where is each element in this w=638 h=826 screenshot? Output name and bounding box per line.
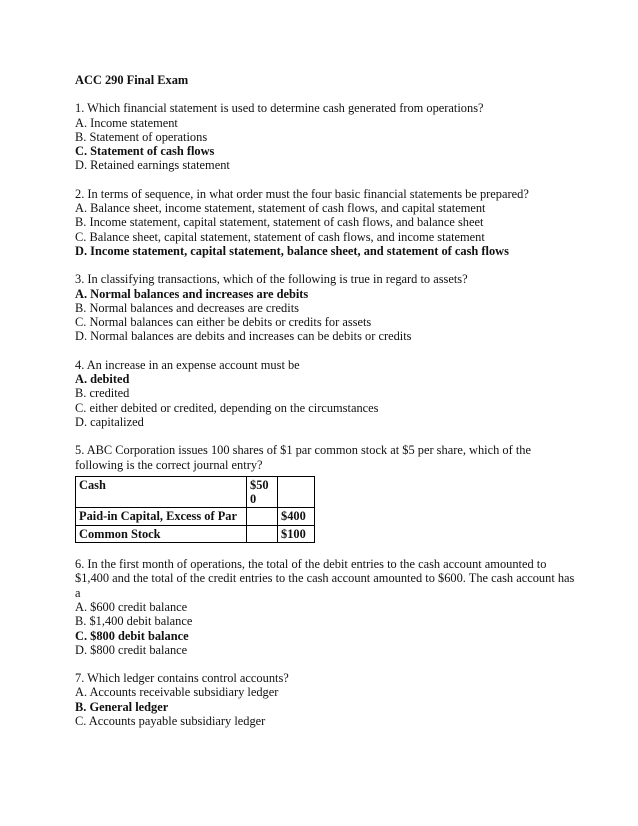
question-6: [75, 557, 575, 657]
debit-cell: [247, 525, 278, 542]
credit-cell: $400: [278, 508, 315, 525]
question-text: 4. An increase in an expense account must be: [75, 357, 300, 372]
credit-cell: [278, 476, 315, 508]
option-c: C. Accounts payable subsidiary ledger: [75, 713, 266, 728]
journal-entry-table: [75, 476, 315, 543]
option-a: A. Accounts receivable subsidiary ledger: [75, 685, 279, 700]
option-c: C. Balance sheet, capital statement, statement of cash flows, and income statement: [75, 229, 485, 244]
account-cell: Common Stock: [76, 525, 247, 542]
option-a-correct: A. debited: [75, 372, 130, 387]
table-row: [76, 476, 315, 508]
question-3: [75, 272, 575, 343]
question-4: [75, 358, 575, 429]
option-b: B. Income statement, capital statement, statement of cash flows, and balance sheet: [75, 215, 484, 230]
debit-cell: $50 0: [247, 476, 278, 508]
question-1: [75, 101, 575, 172]
option-c-correct: C. Statement of cash flows: [75, 144, 215, 159]
question-5: [75, 443, 575, 543]
option-d: D. Normal balances are debits and increases can be debits or credits: [75, 329, 412, 344]
document-title: ACC 290 Final Exam: [75, 73, 189, 87]
option-b: B. Normal balances and decreases are credits: [75, 300, 299, 315]
question-text: 1. Which financial statement is used to determine cash generated from operations?: [75, 101, 484, 116]
option-c-correct: C. $800 debit balance: [75, 628, 189, 643]
question-text: 2. In terms of sequence, in what order must the four basic financial statements be prepared?: [75, 186, 529, 201]
table-row: [76, 508, 315, 525]
option-a: A. Income statement: [75, 115, 178, 130]
option-d: D. $800 credit balance: [75, 642, 188, 657]
option-b: B. credited: [75, 386, 130, 401]
question-text: 6. In the first month of operations, the total of the debit entries to the cash account amounted to $1,400 and the total of the credit entries to the cash account amounted to $600. The cash account has a: [75, 557, 575, 600]
option-a: A. Balance sheet, income statement, statement of cash flows, and capital statement: [75, 201, 486, 216]
table-row: [76, 525, 315, 542]
question-7: [75, 671, 575, 728]
question-text: 7. Which ledger contains control accounts?: [75, 671, 289, 686]
option-c: C. either debited or credited, depending on the circumstances: [75, 400, 379, 415]
debit-cell: [247, 508, 278, 525]
option-a: A. $600 credit balance: [75, 599, 188, 614]
option-d: D. capitalized: [75, 414, 144, 429]
option-c: C. Normal balances can either be debits or credits for assets: [75, 315, 372, 330]
option-b: B. Statement of operations: [75, 129, 208, 144]
question-text: 5. ABC Corporation issues 100 shares of $1 par common stock at $5 per share, which of the following is the correct journal entry?: [75, 443, 531, 472]
question-text: 3. In classifying transactions, which of the following is true in regard to assets?: [75, 272, 468, 287]
account-cell: Cash: [76, 476, 247, 508]
option-d-correct: D. Income statement, capital statement, balance sheet, and statement of cash flows: [75, 243, 509, 258]
question-2: [75, 187, 575, 258]
option-b-correct: B. General ledger: [75, 699, 169, 714]
option-d: D. Retained earnings statement: [75, 158, 230, 173]
option-b: B. $1,400 debit balance: [75, 614, 193, 629]
exam-document: [75, 73, 575, 742]
option-a-correct: A. Normal balances and increases are debits: [75, 286, 309, 301]
account-cell: Paid-in Capital, Excess of Par: [76, 508, 247, 525]
credit-cell: $100: [278, 525, 315, 542]
